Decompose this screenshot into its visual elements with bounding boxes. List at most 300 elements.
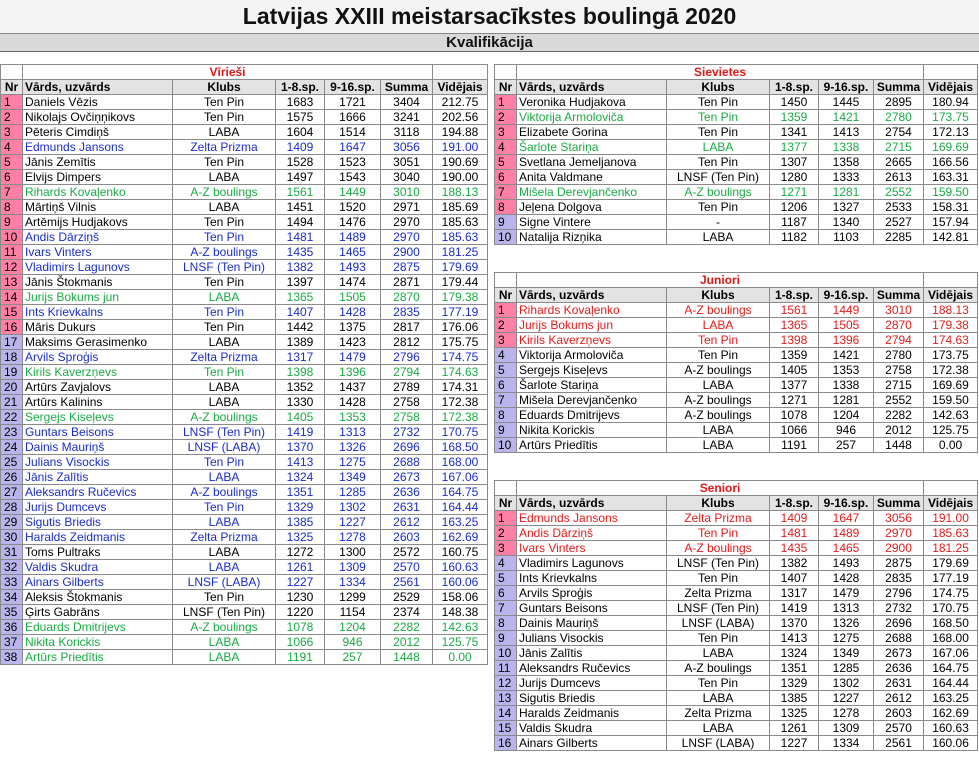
table-row [1, 455, 488, 470]
games-9-16: 1327 [819, 200, 874, 215]
average-cell: 164.75 [433, 485, 488, 500]
games-9-16: 1421 [819, 348, 874, 363]
sum-cell: 2612 [381, 515, 433, 530]
juniori-header-row [495, 288, 978, 303]
average-cell: 168.50 [924, 616, 978, 631]
section-title-spacer [433, 65, 488, 80]
table-row [495, 363, 978, 378]
rank-cell: 38 [1, 650, 23, 665]
header-club: Klubs [667, 80, 770, 95]
games-1-8: 1494 [276, 215, 325, 230]
rank-cell: 32 [1, 560, 23, 575]
games-9-16: 946 [819, 423, 874, 438]
games-1-8: 1413 [276, 455, 325, 470]
club-name: Ten Pin [667, 110, 770, 125]
player-name: Edmunds Jansons [23, 140, 173, 155]
player-name: Aleksandrs Ručevics [23, 485, 173, 500]
games-1-8: 1389 [276, 335, 325, 350]
table-row [495, 393, 978, 408]
games-1-8: 1561 [770, 303, 819, 318]
table-row [1, 140, 488, 155]
club-name: Ten Pin [173, 110, 276, 125]
rank-cell: 6 [495, 170, 517, 185]
club-name: Zelta Prizma [173, 140, 276, 155]
player-name: Natalija Rizņika [517, 230, 667, 245]
player-name: Mišela Derevjančenko [517, 393, 667, 408]
club-name: LABA [173, 125, 276, 140]
table-row [495, 736, 978, 751]
sum-cell: 2552 [874, 185, 924, 200]
games-9-16: 1278 [819, 706, 874, 721]
rank-cell: 16 [1, 320, 23, 335]
table-row [1, 650, 488, 665]
average-cell: 163.25 [924, 691, 978, 706]
games-1-8: 1325 [770, 706, 819, 721]
games-9-16: 1309 [325, 560, 381, 575]
table-row [1, 605, 488, 620]
player-name: Jurijs Bokums jun [517, 318, 667, 333]
games-9-16: 1505 [325, 290, 381, 305]
games-9-16: 946 [325, 635, 381, 650]
club-name: LABA [173, 380, 276, 395]
player-name: Anita Valdmane [517, 170, 667, 185]
club-name: Zelta Prizma [667, 511, 770, 526]
table-row [495, 348, 978, 363]
games-1-8: 1683 [276, 95, 325, 110]
games-9-16: 1437 [325, 380, 381, 395]
viriesi-header-row [1, 80, 488, 95]
club-name: LABA [173, 470, 276, 485]
club-name: A-Z boulings [667, 393, 770, 408]
average-cell: 176.06 [433, 320, 488, 335]
games-9-16: 1227 [819, 691, 874, 706]
average-cell: 170.75 [433, 425, 488, 440]
rank-cell: 1 [495, 511, 517, 526]
player-name: Sigutis Briedis [517, 691, 667, 706]
games-1-8: 1325 [276, 530, 325, 545]
section-title-spacer [495, 481, 517, 496]
table-row [495, 378, 978, 393]
club-name: Ten Pin [667, 155, 770, 170]
average-cell: 163.31 [924, 170, 978, 185]
sum-cell: 2603 [381, 530, 433, 545]
sum-cell: 2715 [874, 140, 924, 155]
games-1-8: 1272 [276, 545, 325, 560]
rank-cell: 6 [1, 170, 23, 185]
header-nr: Nr [1, 80, 23, 95]
rank-cell: 8 [495, 200, 517, 215]
sum-cell: 2875 [874, 556, 924, 571]
games-9-16: 1285 [819, 661, 874, 676]
player-name: Elvijs Dimpers [23, 170, 173, 185]
table-row [495, 408, 978, 423]
player-name: Jānis Zalītis [23, 470, 173, 485]
viriesi-section-title-row [1, 65, 488, 80]
games-1-8: 1191 [276, 650, 325, 665]
average-cell: 162.69 [924, 706, 978, 721]
games-1-8: 1352 [276, 380, 325, 395]
average-cell: 180.94 [924, 95, 978, 110]
rank-cell: 15 [1, 305, 23, 320]
table-row [495, 631, 978, 646]
rank-cell: 2 [495, 526, 517, 541]
sum-cell: 2900 [874, 541, 924, 556]
sum-cell: 2835 [874, 571, 924, 586]
rank-cell: 11 [495, 661, 517, 676]
rank-cell: 22 [1, 410, 23, 425]
rank-cell: 11 [1, 245, 23, 260]
games-9-16: 1285 [325, 485, 381, 500]
player-name: Jurijs Bokums jun [23, 290, 173, 305]
sum-cell: 2758 [381, 410, 433, 425]
player-name: Viktorija Armoloviča [517, 348, 667, 363]
player-name: Nikolajs Ovčiņņikovs [23, 110, 173, 125]
table-row [495, 185, 978, 200]
section-title-spacer [924, 273, 978, 288]
average-cell: 170.75 [924, 601, 978, 616]
rank-cell: 3 [1, 125, 23, 140]
sum-cell: 2603 [874, 706, 924, 721]
header-average: Vidējais [924, 80, 978, 95]
club-name: A-Z boulings [667, 408, 770, 423]
rank-cell: 5 [1, 155, 23, 170]
sum-cell: 2696 [381, 440, 433, 455]
average-cell: 0.00 [433, 650, 488, 665]
games-9-16: 1358 [819, 155, 874, 170]
games-9-16: 1489 [325, 230, 381, 245]
sum-cell: 2673 [874, 646, 924, 661]
games-1-8: 1385 [276, 515, 325, 530]
player-name: Aleksis Štokmanis [23, 590, 173, 605]
player-name: Jānis Zemītis [23, 155, 173, 170]
games-1-8: 1307 [770, 155, 819, 170]
rank-cell: 36 [1, 620, 23, 635]
games-1-8: 1271 [770, 393, 819, 408]
rank-cell: 25 [1, 455, 23, 470]
games-9-16: 1520 [325, 200, 381, 215]
rank-cell: 30 [1, 530, 23, 545]
games-9-16: 1334 [325, 575, 381, 590]
club-name: LABA [667, 318, 770, 333]
games-9-16: 1340 [819, 215, 874, 230]
table-row [1, 590, 488, 605]
average-cell: 159.50 [924, 185, 978, 200]
games-1-8: 1329 [770, 676, 819, 691]
club-name: LABA [173, 290, 276, 305]
rank-cell: 16 [495, 736, 517, 751]
rank-cell: 14 [1, 290, 23, 305]
games-1-8: 1497 [276, 170, 325, 185]
header-club: Klubs [173, 80, 276, 95]
table-row [1, 335, 488, 350]
club-name: A-Z boulings [173, 185, 276, 200]
games-9-16: 1396 [819, 333, 874, 348]
games-1-8: 1329 [276, 500, 325, 515]
average-cell: 172.38 [433, 410, 488, 425]
juniori-table [494, 272, 978, 453]
table-row [1, 575, 488, 590]
sum-cell: 2835 [381, 305, 433, 320]
table-row [495, 691, 978, 706]
games-1-8: 1575 [276, 110, 325, 125]
average-cell: 125.75 [433, 635, 488, 650]
player-name: Vladimirs Lagunovs [23, 260, 173, 275]
player-name: Pēteris Cimdiņš [23, 125, 173, 140]
player-name: Elizabete Gorina [517, 125, 667, 140]
club-name: A-Z boulings [667, 363, 770, 378]
sum-cell: 2715 [874, 378, 924, 393]
games-9-16: 1338 [819, 140, 874, 155]
table-row [495, 661, 978, 676]
rank-cell: 33 [1, 575, 23, 590]
table-row [495, 438, 978, 453]
rank-cell: 24 [1, 440, 23, 455]
games-1-8: 1397 [276, 275, 325, 290]
player-name: Eduards Dmitrijevs [517, 408, 667, 423]
games-9-16: 1523 [325, 155, 381, 170]
section-title: Seniori [517, 481, 924, 496]
table-row [495, 318, 978, 333]
header-games-1-8: 1-8.sp. [770, 80, 819, 95]
table-row [495, 125, 978, 140]
average-cell: 0.00 [924, 438, 978, 453]
sum-cell: 2527 [874, 215, 924, 230]
games-9-16: 1428 [819, 571, 874, 586]
rank-cell: 9 [495, 631, 517, 646]
sum-cell: 1448 [381, 650, 433, 665]
club-name: LNSF (LABA) [173, 575, 276, 590]
player-name: Haralds Zeidmanis [23, 530, 173, 545]
rank-cell: 27 [1, 485, 23, 500]
rank-cell: 14 [495, 706, 517, 721]
rank-cell: 4 [495, 348, 517, 363]
games-1-8: 1261 [276, 560, 325, 575]
club-name: A-Z boulings [667, 661, 770, 676]
average-cell: 202.56 [433, 110, 488, 125]
games-1-8: 1066 [770, 423, 819, 438]
section-title-spacer [924, 481, 978, 496]
player-name: Kirils Kaverzņevs [23, 365, 173, 380]
table-row [1, 125, 488, 140]
games-9-16: 1278 [325, 530, 381, 545]
average-cell: 172.13 [924, 125, 978, 140]
average-cell: 169.69 [924, 378, 978, 393]
table-row [495, 616, 978, 631]
average-cell: 125.75 [924, 423, 978, 438]
rank-cell: 2 [495, 110, 517, 125]
club-name: Ten Pin [667, 631, 770, 646]
sum-cell: 2552 [874, 393, 924, 408]
sum-cell: 3404 [381, 95, 433, 110]
sum-cell: 2796 [381, 350, 433, 365]
games-1-8: 1351 [276, 485, 325, 500]
club-name: Ten Pin [173, 365, 276, 380]
table-row [1, 515, 488, 530]
sum-cell: 2631 [381, 500, 433, 515]
rank-cell: 6 [495, 378, 517, 393]
average-cell: 188.13 [433, 185, 488, 200]
average-cell: 179.69 [433, 260, 488, 275]
rank-cell: 2 [1, 110, 23, 125]
header-games-9-16: 9-16.sp. [819, 288, 874, 303]
table-row [495, 511, 978, 526]
games-1-8: 1409 [276, 140, 325, 155]
sum-cell: 2012 [381, 635, 433, 650]
section-title-spacer [924, 65, 978, 80]
games-1-8: 1405 [770, 363, 819, 378]
rank-cell: 7 [495, 601, 517, 616]
header-name: Vārds, uzvārds [517, 288, 667, 303]
sum-cell: 2780 [874, 110, 924, 125]
games-1-8: 1351 [770, 661, 819, 676]
rank-cell: 28 [1, 500, 23, 515]
club-name: LABA [667, 378, 770, 393]
games-1-8: 1261 [770, 721, 819, 736]
table-row [1, 545, 488, 560]
rank-cell: 5 [495, 571, 517, 586]
average-cell: 164.44 [924, 676, 978, 691]
sum-cell: 2754 [874, 125, 924, 140]
table-row [495, 721, 978, 736]
rank-cell: 10 [1, 230, 23, 245]
player-name: Ģirts Gabrāns [23, 605, 173, 620]
games-9-16: 1514 [325, 125, 381, 140]
table-row [495, 601, 978, 616]
club-name: Ten Pin [667, 676, 770, 691]
games-1-8: 1407 [770, 571, 819, 586]
games-9-16: 1275 [819, 631, 874, 646]
rank-cell: 4 [495, 556, 517, 571]
rank-cell: 15 [495, 721, 517, 736]
header-average: Vidējais [433, 80, 488, 95]
player-name: Viktorija Armoloviča [517, 110, 667, 125]
rank-cell: 37 [1, 635, 23, 650]
player-name: Julians Visockis [23, 455, 173, 470]
table-row [495, 676, 978, 691]
average-cell: 174.75 [924, 586, 978, 601]
games-9-16: 1204 [325, 620, 381, 635]
player-name: Maksims Gerasimenko [23, 335, 173, 350]
player-name: Artūrs Priedītis [517, 438, 667, 453]
player-name: Jeļena Dolgova [517, 200, 667, 215]
games-9-16: 1449 [325, 185, 381, 200]
player-name: Rihards Kovaļenko [517, 303, 667, 318]
player-name: Edmunds Jansons [517, 511, 667, 526]
average-cell: 160.63 [433, 560, 488, 575]
club-name: Zelta Prizma [173, 350, 276, 365]
rank-cell: 1 [495, 303, 517, 318]
header-name: Vārds, uzvārds [517, 80, 667, 95]
sum-cell: 2817 [381, 320, 433, 335]
average-cell: 164.75 [924, 661, 978, 676]
club-name: Ten Pin [667, 200, 770, 215]
section-title-spacer [495, 273, 517, 288]
games-1-8: 1398 [770, 333, 819, 348]
games-1-8: 1604 [276, 125, 325, 140]
games-9-16: 1204 [819, 408, 874, 423]
average-cell: 191.00 [433, 140, 488, 155]
player-name: Artūrs Priedītis [23, 650, 173, 665]
table-row [1, 635, 488, 650]
player-name: Ainars Gilberts [23, 575, 173, 590]
table-row [1, 95, 488, 110]
average-cell: 172.38 [433, 395, 488, 410]
club-name: LABA [173, 395, 276, 410]
games-9-16: 1428 [325, 395, 381, 410]
club-name: LABA [173, 335, 276, 350]
games-1-8: 1330 [276, 395, 325, 410]
games-9-16: 1333 [819, 170, 874, 185]
header-games-1-8: 1-8.sp. [770, 288, 819, 303]
section-title-spacer [1, 65, 23, 80]
sum-cell: 2970 [381, 215, 433, 230]
club-name: Ten Pin [173, 320, 276, 335]
average-cell: 160.75 [433, 545, 488, 560]
sum-cell: 2796 [874, 586, 924, 601]
table-row [1, 320, 488, 335]
player-name: Ints Krievkalns [23, 305, 173, 320]
sum-cell: 2529 [381, 590, 433, 605]
games-1-8: 1324 [276, 470, 325, 485]
games-9-16: 1423 [325, 335, 381, 350]
average-cell: 212.75 [433, 95, 488, 110]
header-sum: Summa [874, 496, 924, 511]
player-name: Andis Dārziņš [23, 230, 173, 245]
player-name: Sergejs Kiseļevs [517, 363, 667, 378]
average-cell: 160.06 [924, 736, 978, 751]
games-1-8: 1220 [276, 605, 325, 620]
sum-cell: 3010 [874, 303, 924, 318]
header-sum: Summa [874, 288, 924, 303]
club-name: LABA [173, 635, 276, 650]
table-row [1, 185, 488, 200]
header-nr: Nr [495, 288, 517, 303]
average-cell: 194.88 [433, 125, 488, 140]
average-cell: 177.19 [433, 305, 488, 320]
sum-cell: 2636 [874, 661, 924, 676]
games-1-8: 1377 [770, 378, 819, 393]
games-9-16: 1299 [325, 590, 381, 605]
player-name: Svetlana Jemeljanova [517, 155, 667, 170]
average-cell: 169.69 [924, 140, 978, 155]
sum-cell: 3056 [874, 511, 924, 526]
header-average: Vidējais [924, 288, 978, 303]
sum-cell: 2673 [381, 470, 433, 485]
club-name: Ten Pin [173, 95, 276, 110]
sum-cell: 2561 [381, 575, 433, 590]
average-cell: 160.63 [924, 721, 978, 736]
rank-cell: 12 [495, 676, 517, 691]
seniori-header-row [495, 496, 978, 511]
games-1-8: 1407 [276, 305, 325, 320]
average-cell: 190.00 [433, 170, 488, 185]
seniori-section-title-row [495, 481, 978, 496]
rank-cell: 1 [495, 95, 517, 110]
rank-cell: 17 [1, 335, 23, 350]
player-name: Andis Dārziņš [517, 526, 667, 541]
games-9-16: 1647 [325, 140, 381, 155]
sum-cell: 2688 [874, 631, 924, 646]
games-1-8: 1227 [770, 736, 819, 751]
table-row [1, 275, 488, 290]
header-games-1-8: 1-8.sp. [276, 80, 325, 95]
table-row [1, 215, 488, 230]
games-1-8: 1405 [276, 410, 325, 425]
sum-cell: 2794 [381, 365, 433, 380]
sum-cell: 1448 [874, 438, 924, 453]
sievietes-header-row [495, 80, 978, 95]
rank-cell: 23 [1, 425, 23, 440]
